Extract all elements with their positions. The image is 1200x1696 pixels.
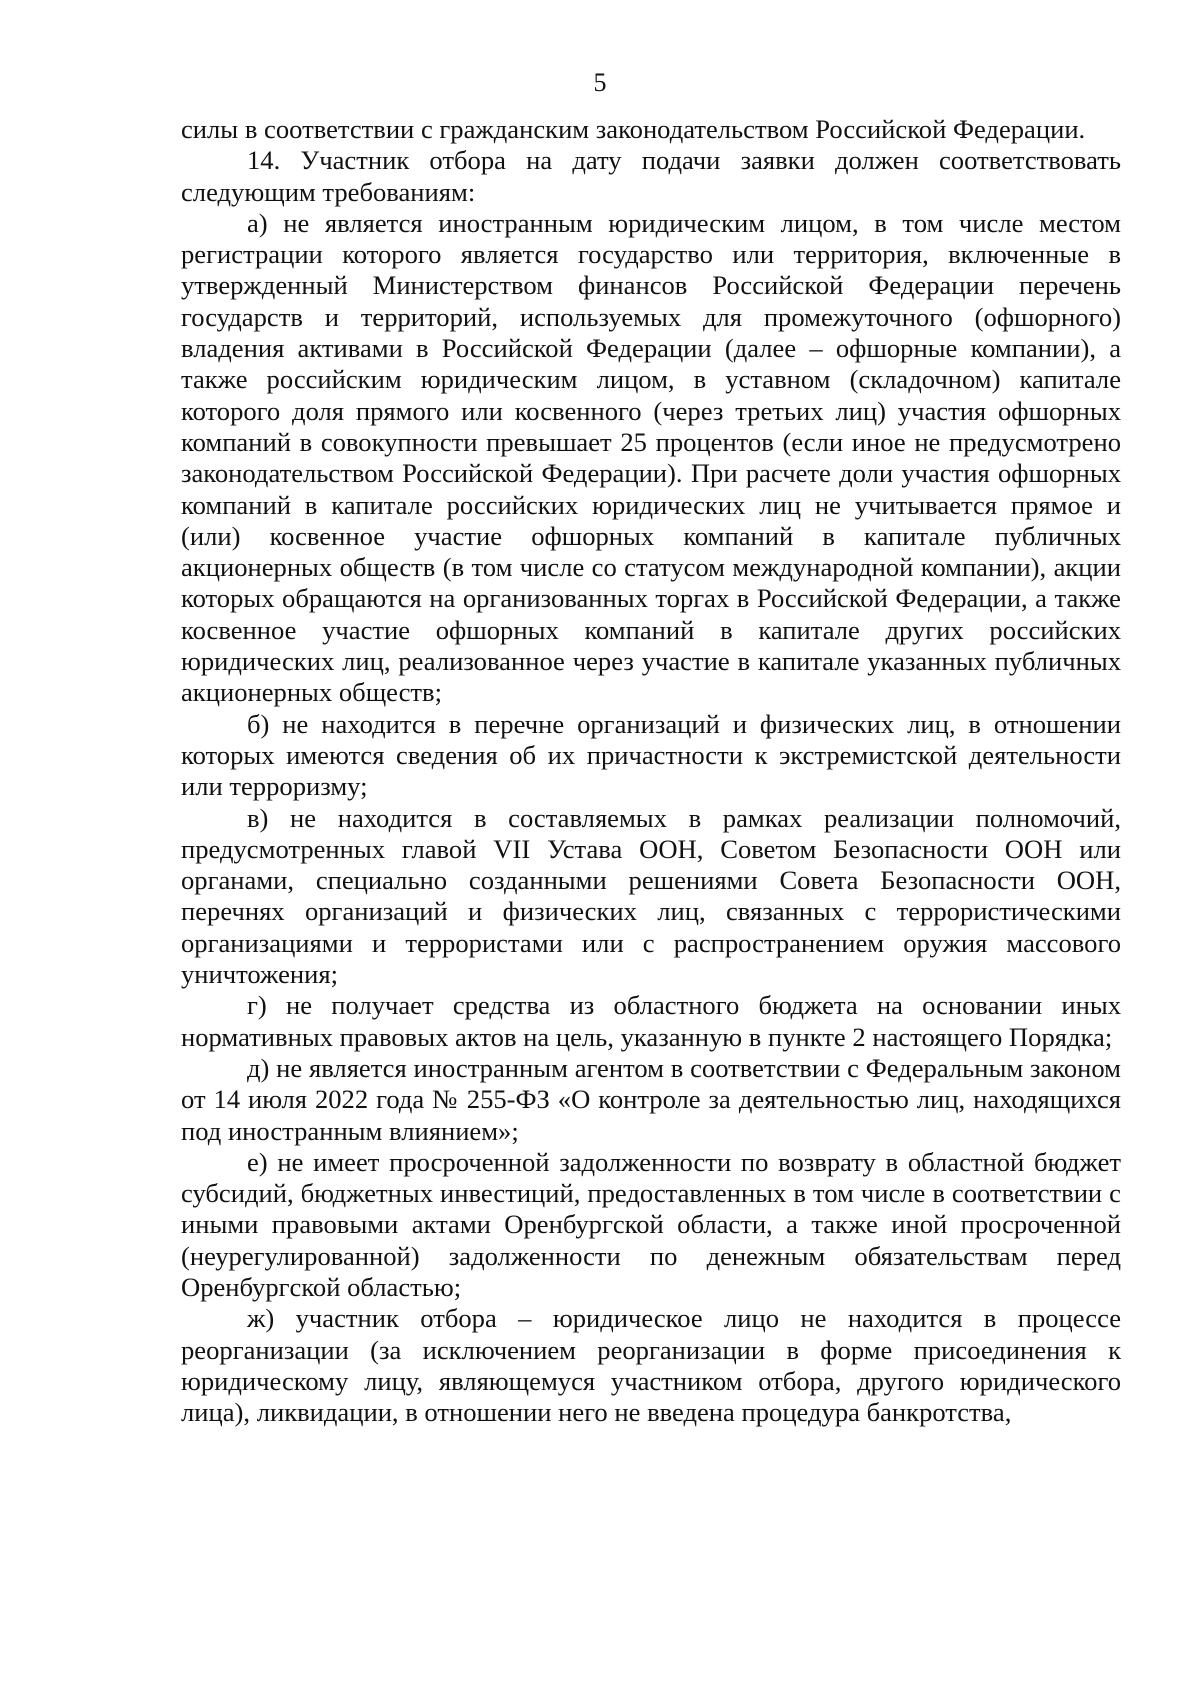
paragraph-item-zh: ж) участник отбора – юридическое лицо не находится в процессе реорганизации (за исключением реорганизации в форме присоединения к юридическому лицу, являющемуся участником отбора, другого юридического лица), ликвидации, в отношении него не введена процедура банкротства, [181, 1303, 1121, 1428]
document-body [181, 114, 1121, 1428]
paragraph-item-v: в) не находится в составляемых в рамках реализации полномочий, предусмотренных главой VII Устава ООН, Советом Безопасности ООН или органами, специально созданными решениями Совета Безопасности ООН, перечнях организаций и физических лиц, связанных с террористическими организациями и террористами или с распространением оружия массового уничтожения; [181, 802, 1121, 990]
paragraph-item-b: б) не находится в перечне организаций и физических лиц, в отношении которых имеются сведения об их причастности к экстремистской деятельности или терроризму; [181, 708, 1121, 802]
page-number: 5 [593, 68, 607, 97]
paragraph-item-d: д) не является иностранным агентом в соответствии с Федеральным законом от 14 июля 2022 года № 255-ФЗ «О контроле за деятельностью лиц, находящихся под иностранным влиянием»; [181, 1052, 1121, 1146]
paragraph-item-e: е) не имеет просроченной задолженности по возврату в областной бюджет субсидий, бюджетных инвестиций, предоставленных в том числе в соответствии с иными правовыми актами Оренбургской области, а также иной просроченной (неурегулированной) задолженности по денежным обязательствам перед Оренбургской областью; [181, 1146, 1121, 1302]
paragraph-item-g: г) не получает средства из областного бюджета на основании иных нормативных правовых актов на цель, указанную в пункте 2 настоящего Порядка; [181, 990, 1121, 1052]
paragraph-item-a: а) не является иностранным юридическим лицом, в том числе местом регистрации которого является государство или территория, включенные в утвержденный Министерством финансов Российской Федерации перечень государств и территорий, используемых для промежуточного (офшорного) владения активами в Российской Федерации (далее – офшорные компании), а также российским юридическим лицом, в уставном (складочном) капитале которого доля прямого или косвенного (через третьих лиц) участия офшорных компаний в совокупности превышает 25 процентов (если иное не предусмотрено законодательством Российской Федерации). При расчете доли участия офшорных компаний в капитале российских юридических лиц не учитывается прямое и (или) косвенное участие офшорных компаний в капитале публичных акционерных обществ (в том числе со статусом международной компании), акции которых обращаются на организованных торгах в Российской Федерации, а также косвенное участие офшорных компаний в капитале других российских юридических лиц, реализованное через участие в капитале указанных публичных акционерных обществ; [181, 207, 1121, 708]
paragraph-item-14: 14. Участник отбора на дату подачи заявки должен соответствовать следующим требованиям: [181, 145, 1121, 207]
paragraph-continuation: силы в соответствии с гражданским законодательством Российской Федерации. [181, 114, 1086, 144]
